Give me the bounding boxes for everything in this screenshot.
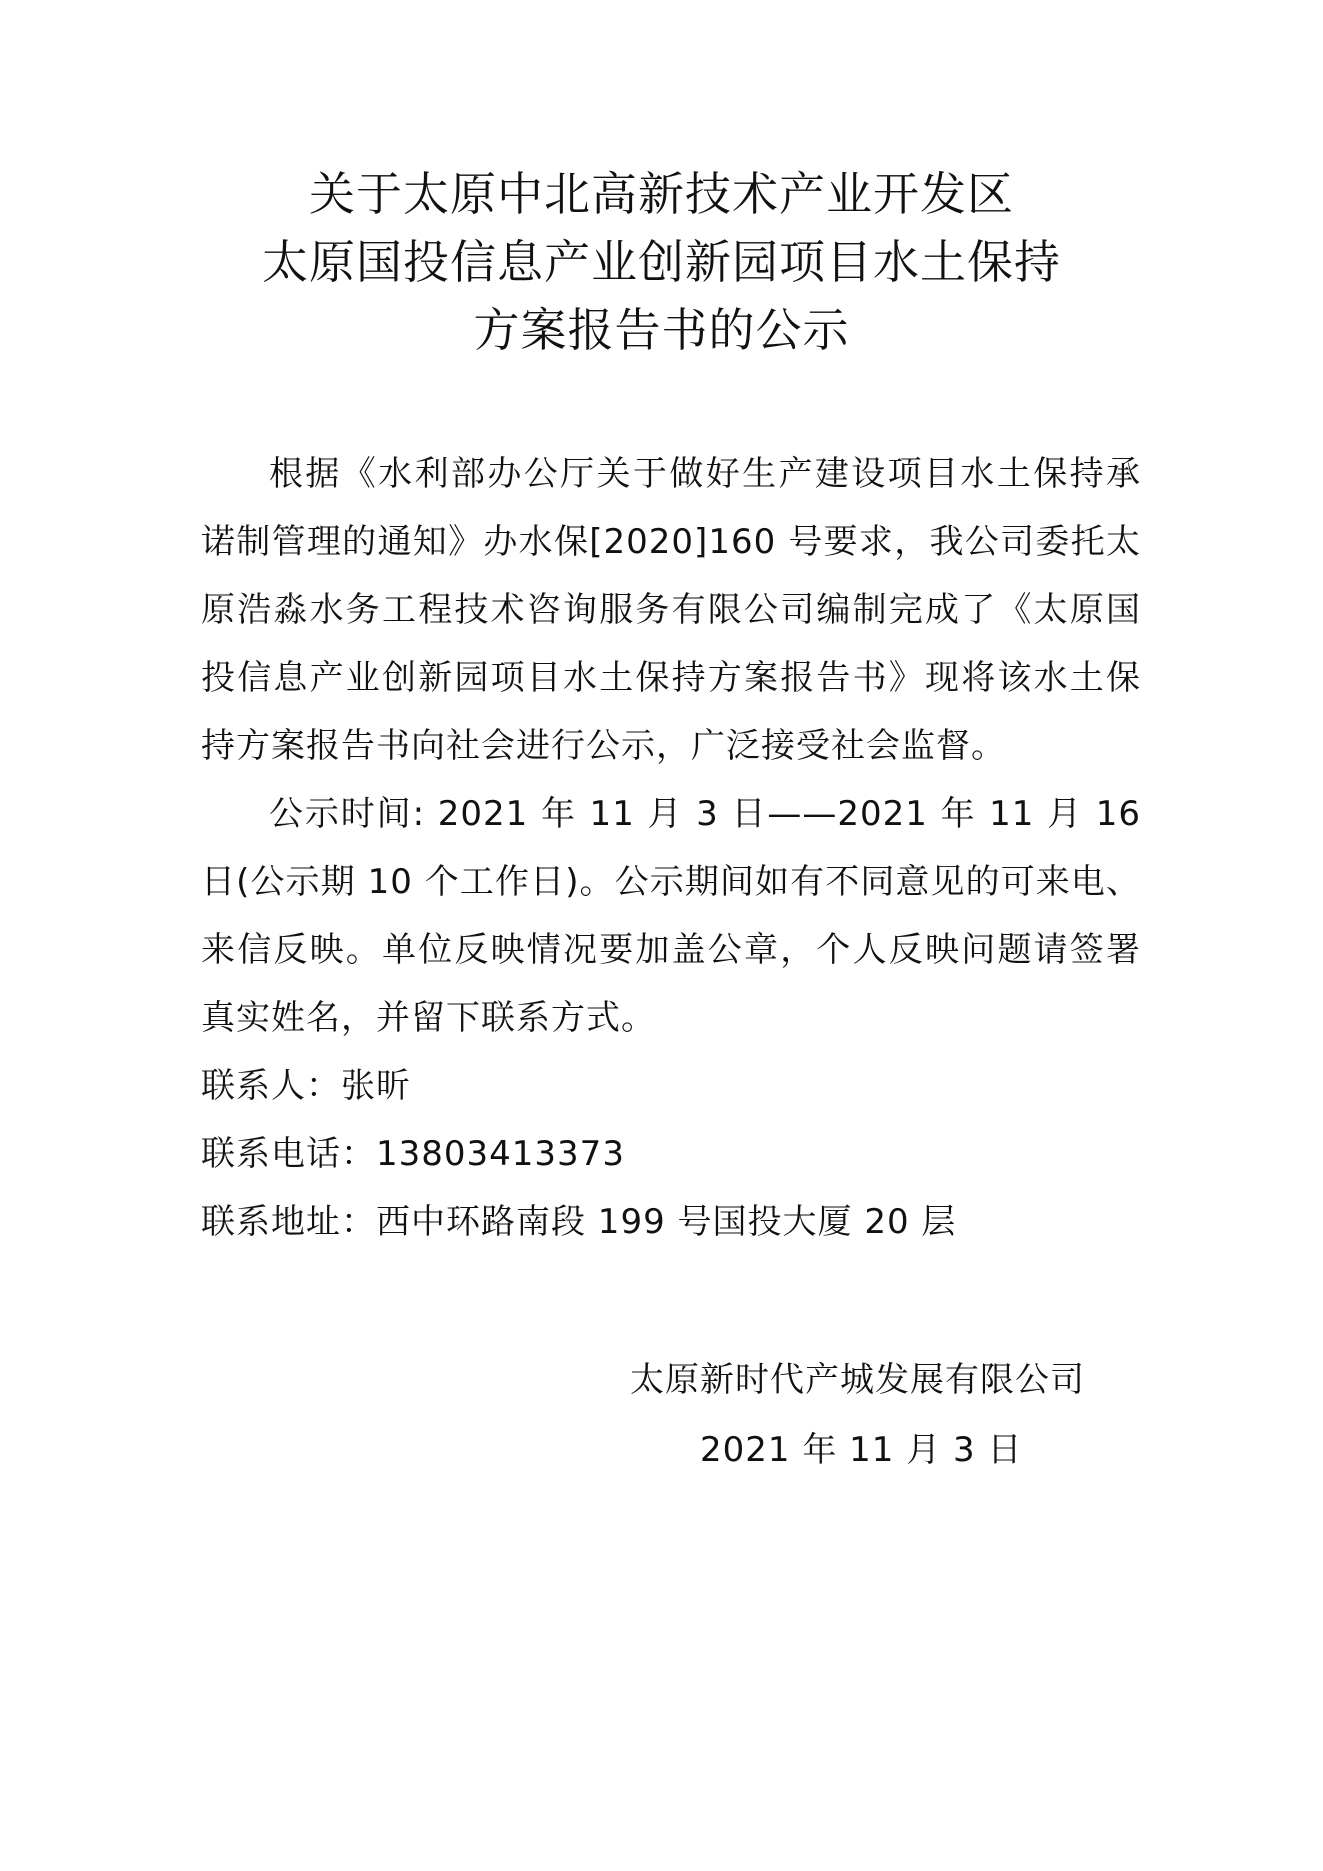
signature-date: 2021 年 11 月 3 日 <box>700 1430 1023 1470</box>
document-body <box>201 440 1141 1256</box>
contact-person: 联系人：张昕 <box>201 1066 411 1106</box>
paragraph-basis: 根据《水利部办公厅关于做好生产建设项目水土保持承诺制管理的通知》办水保[2020]160 号要求，我公司委托太原浩淼水务工程技术咨询服务有限公司编制完成了《太原国投信息产业创新园项目水土保持方案报告书》现将该水土保持方案报告书向社会进行公示，广泛接受社会监督。 <box>201 454 1141 766</box>
contact-phone: 联系电话：13803413373 <box>201 1134 625 1174</box>
document-title <box>0 160 1323 364</box>
signature-organization: 太原新时代产城发展有限公司 <box>630 1360 1085 1400</box>
title-line-3: 方案报告书的公示 <box>473 303 850 357</box>
contact-address: 联系地址：西中环路南段 199 号国投大厦 20 层 <box>201 1202 957 1242</box>
title-line-2: 太原国投信息产业创新园项目水土保持 <box>262 235 1061 289</box>
paragraph-period: 公示时间: 2021 年 11 月 3 日——2021 年 11 月 16 日(公示期 10 个工作日)。公示期间如有不同意见的可来电、来信反映。单位反映情况要加盖公章，个人反映问题请签署真实姓名，并留下联系方式。 <box>201 794 1141 1038</box>
title-line-1: 关于太原中北高新技术产业开发区 <box>309 167 1014 221</box>
